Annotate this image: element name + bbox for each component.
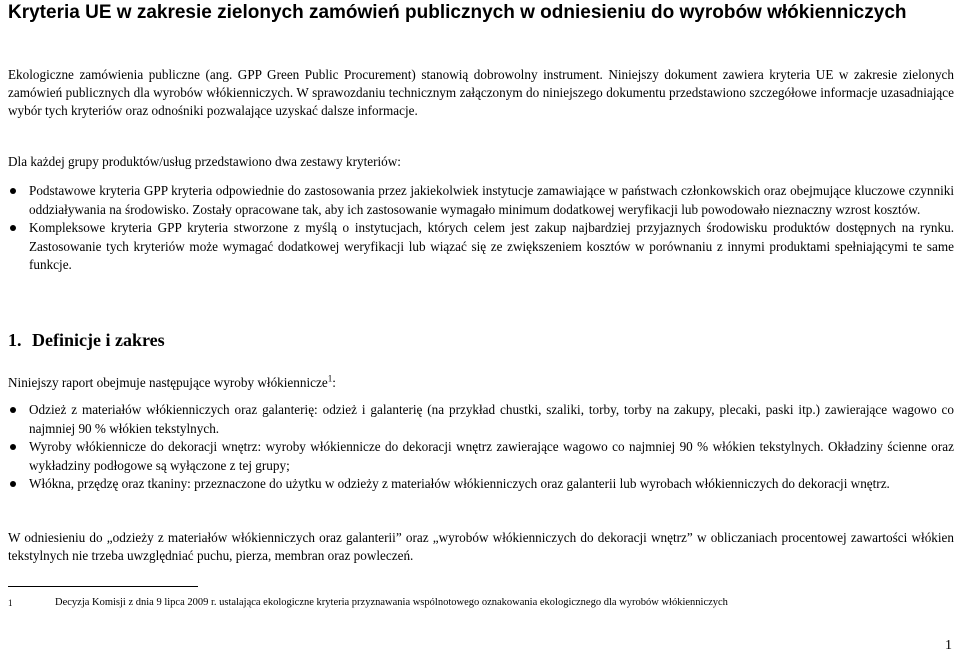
list-item-text: Odzież z materiałów włókienniczych oraz galanterię: odzież i galanterię (na przykład chustki, szaliki, torby, torby na zakupy, plecaki, paski itp.) zawierające wagowo co najmniej 90 % włókien tekstylnych. (29, 402, 954, 436)
document-title: Kryteria UE w zakresie zielonych zamówień publicznych w odniesieniu do wyrobów włókienniczych (8, 2, 907, 23)
scope-list (8, 401, 954, 494)
scope-intro-colon: : (332, 375, 336, 390)
list-item-text: Włókna, przędzę oraz tkaniny: przeznaczone do użytku w odzieży z materiałów włókienniczych oraz galanterii lub wyrobach włókienniczych do dekoracji wnętrz. (29, 476, 890, 491)
bullet-icon (10, 188, 16, 194)
criteria-sets-list (8, 182, 954, 275)
section-number: 1. (8, 330, 22, 350)
section-heading (8, 328, 165, 352)
footnote-number: 1 (8, 598, 13, 608)
bullet-icon (10, 407, 16, 413)
list-item-text: Kompleksowe kryteria GPP kryteria stworzone z myślą o instytucjach, których celem jest zakup najbardziej przyjaznych środowisku produktów dostępnych na rynku. Zastosowanie tych kryteriów może wymagać dodatkowej weryfikacji lub wiązać się ze zwiększeniem kosztów w porównaniu z innymi produktami spełniającymi te same funkcje. (29, 220, 954, 272)
intro-paragraph: Ekologiczne zamówienia publiczne (ang. GPP Green Public Procurement) stanowią dobrowolny instrument. Niniejszy dokument zawiera kryteria UE w zakresie zielonych zamówień publicznych dla wyrobów włókienniczych. W sprawozdaniu technicznym załączonym do niniejszego dokumentu przedstawiono szczegółowe informacje uzasadniające wybór tych kryteriów oraz odnośniki pozwalające uzyskać dalsze informacje. (8, 67, 954, 118)
bullet-icon (10, 225, 16, 231)
list-item (8, 182, 954, 219)
list-item-text: Podstawowe kryteria GPP kryteria odpowiednie do zastosowania przez jakiekolwiek instytucje zamawiające w państwach członkowskich oraz obejmujące kluczowe czynniki oddziaływania na środowisko. Zostały opracowane tak, aby ich zastosowanie wymagało minimum dodatkowej weryfikacji lub powodowało nieznaczny wzrost kosztów. (29, 183, 954, 217)
scope-intro-text: Niniejszy raport obejmuje następujące wyroby włókiennicze (8, 375, 328, 390)
list-item (8, 438, 954, 475)
footnote (8, 596, 954, 610)
list-item (8, 219, 954, 275)
list-item (8, 401, 954, 438)
list-item-text: Wyroby włókiennicze do dekoracji wnętrz: wyroby włókiennicze do dekoracji wnętrz zawierające wagowo co najmniej 90 % włókien tekstylnych. Okładziny ścienne oraz wykładziny podłogowe są wyłączone z tej grupy; (29, 439, 954, 473)
list-item (8, 475, 954, 494)
section-title: Definicje i zakres (32, 330, 165, 350)
footnote-ref[interactable]: 1 (327, 373, 333, 384)
criteria-sets-intro: Dla każdej grupy produktów/usług przedstawiono dwa zestawy kryteriów: (8, 154, 401, 169)
footnote-text: Decyzja Komisji z dnia 9 lipca 2009 r. ustalająca ekologiczne kryteria przyznawania wspólnotowego oznakowania ekologicznego dla wyrobów włókienniczych (55, 597, 728, 608)
closing-paragraph: W odniesieniu do „odzieży z materiałów włókienniczych oraz galanterii” oraz „wyrobów włókienniczych do dekoracji wnętrz” w obliczaniach procentowej zawartości włókien tekstylnych nie trzeba uwzględniać puchu, pierza, membran oraz powleczeń. (8, 530, 954, 563)
bullet-icon (10, 444, 16, 450)
footnote-divider (8, 586, 198, 587)
bullet-icon (10, 481, 16, 487)
scope-intro (8, 374, 954, 392)
page-number: 1 (945, 638, 952, 653)
